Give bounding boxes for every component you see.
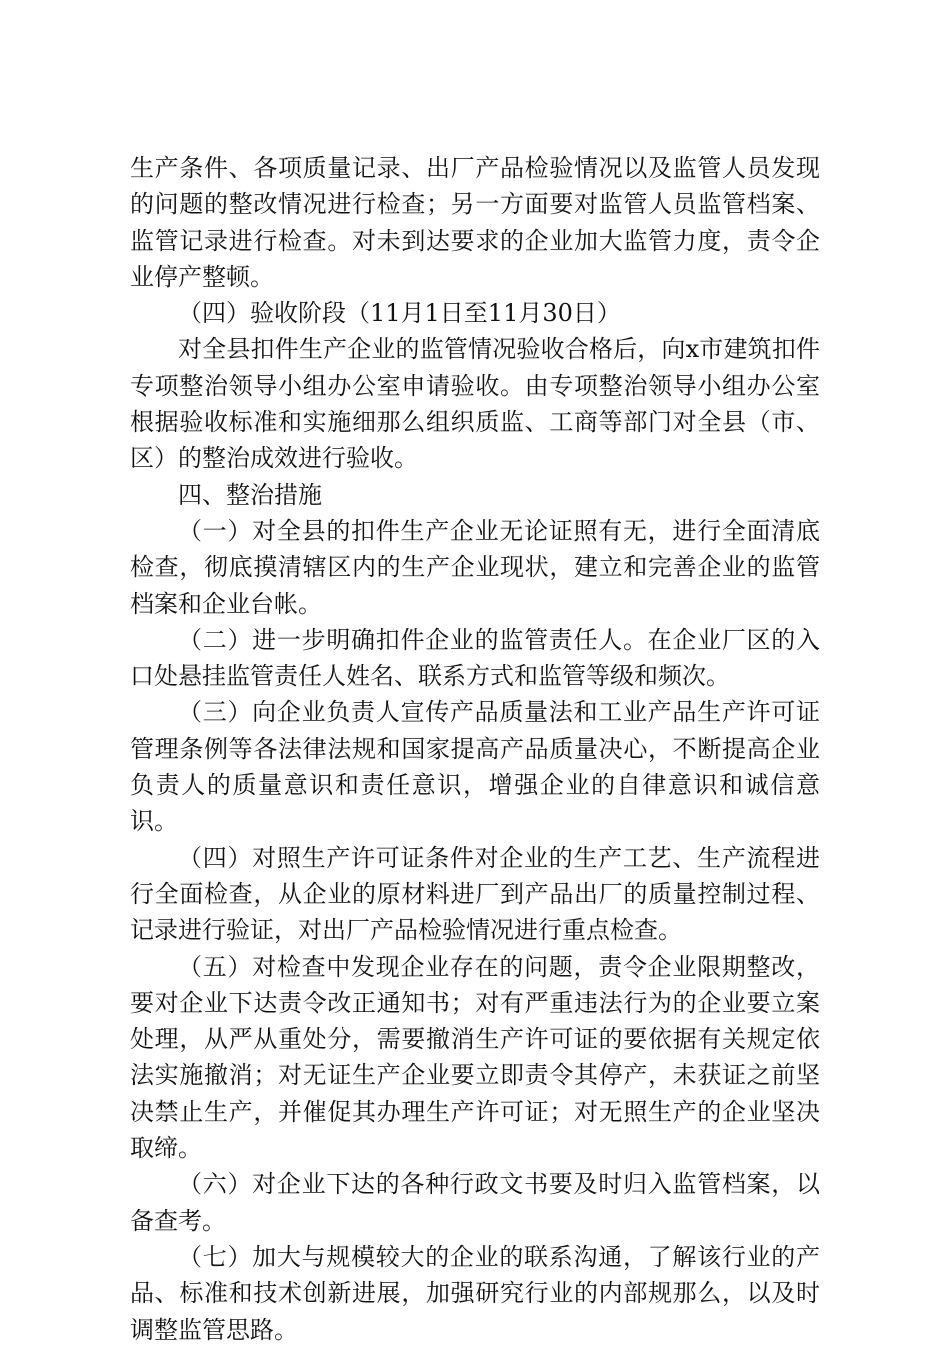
document-body <box>130 150 820 1348</box>
paragraph-continuation: 生产条件、各项质量记录、出厂产品检验情况以及监管人员发现的问题的整改情况进行检查；另一方面要对监管人员监管档案、监管记录进行检查。对未到达要求的企业加大监管力度，责令企业停产整顿。 <box>130 154 820 291</box>
measure-item-4: （四）对照生产许可证条件对企业的生产工艺、生产流程进行全面检查，从企业的原材料进厂到产品出厂的质量控制过程、记录进行验证，对出厂产品检验情况进行重点检查。 <box>130 843 820 945</box>
measure-item-7: （七）加大与规模较大的企业的联系沟通，了解该行业的产品、标准和技术创新进展，加强研究行业的内部规那么，以及时调整监管思路。 <box>130 1242 820 1344</box>
measure-item-2: （二）进一步明确扣件企业的监管责任人。在企业厂区的入口处悬挂监管责任人姓名、联系方式和监管等级和频次。 <box>130 625 820 691</box>
measure-item-3: （三）向企业负责人宣传产品质量法和工业产品生产许可证管理条例等各法律法规和国家提高产品质量决心，不断提高企业负责人的质量意识和责任意识，增强企业的自律意识和诚信意识。 <box>130 698 820 836</box>
heading-rectification-measures: 四、整治措施 <box>178 480 322 509</box>
measure-item-5: （五）对检查中发现企业存在的问题，责令企业限期整改，要对企业下达责令改正通知书；对有严重违法行为的企业要立案处理，从严从重处分，需要撤消生产许可证的要依据有关规定依法实施撤消；对无证生产企业要立即责令其停产，未获证之前坚决禁止生产，并催促其办理生产许可证；对无照生产的企业坚决取缔。 <box>130 952 820 1163</box>
measure-item-1: （一）对全县的扣件生产企业无论证照有无，进行全面清底检查，彻底摸清辖区内的生产企业现状，建立和完善企业的监管档案和企业台帐。 <box>130 516 820 618</box>
heading-acceptance-stage: （四）验收阶段（11月1日至11月30日） <box>178 299 621 328</box>
measure-item-6: （六）对企业下达的各种行政文书要及时归入监管档案，以备查考。 <box>130 1170 820 1235</box>
paragraph-acceptance: 对全县扣件生产企业的监管情况验收合格后，向x市建筑扣件专项整治领导小组办公室申请验收。由专项整治领导小组办公室根据验收标准和实施细那么组织质监、工商等部门对全县（市、区）的整治成效进行验收。 <box>130 335 820 473</box>
